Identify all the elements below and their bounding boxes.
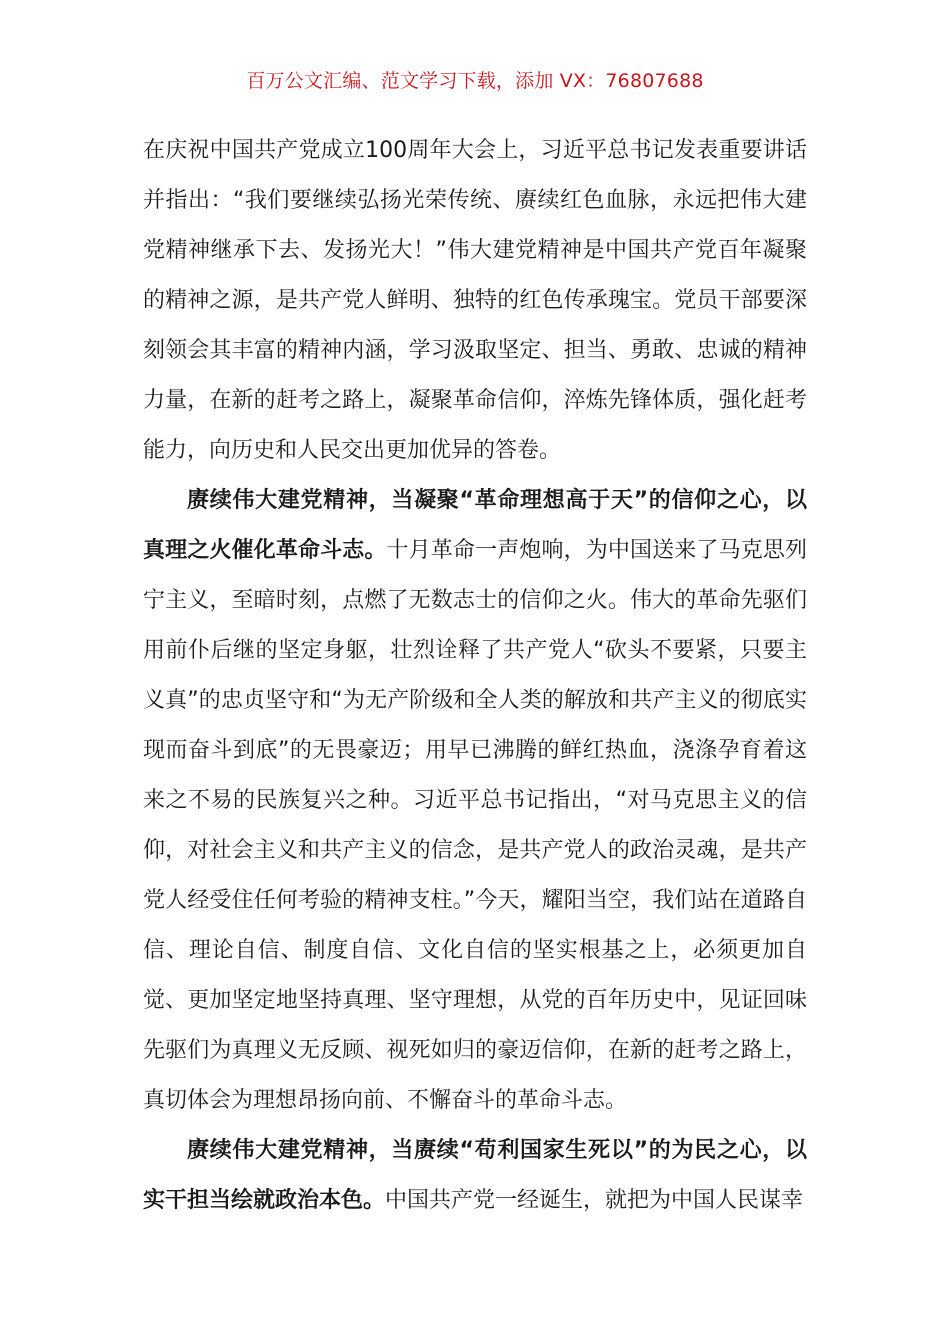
paragraph-section-1 <box>143 476 807 1126</box>
paragraph-section-2 <box>143 1126 807 1226</box>
section-1-heading: 赓续伟大建党精神，当凝聚“革命理想高于天”的信仰之心，以真理之火催化革命斗志。 <box>143 488 807 563</box>
section-1-text: 十月革命一声炮响，为中国送来了马克思列宁主义，至暗时刻，点燃了无数志士的信仰之火。伟大的革命先驱们用前仆后继的坚定身躯，壮烈诠释了共产党人“砍头不要紧，只要主义真”的忠贞坚守和“为无产阶级和全人类的解放和共产主义的彻底实现而奋斗到底”的无畏豪迈；用早已沸腾的鲜红热血，浇涤孕育着这来之不易的民族复兴之种。习近平总书记指出，“对马克思主义的信仰，对社会主义和共产主义的信念，是共产党人的政治灵魂，是共产党人经受住任何考验的精神支柱。”今天，耀阳当空，我们站在道路自信、理论自信、制度自信、文化自信的坚实根基之上，必须更加自觉、更加坚定地坚持真理、坚守理想，从党的百年历史中，见证回味先驱们为真理义无反顾、视死如归的豪迈信仰，在新的赶考之路上，真切体会为理想昂扬向前、不懈奋斗的革命斗志。 <box>143 538 807 1113</box>
paragraph-intro <box>143 126 807 476</box>
paragraph-intro-text: 在庆祝中国共产党成立100周年大会上，习近平总书记发表重要讲话并指出：“我们要继续弘扬光荣传统、赓续红色血脉，永远把伟大建党精神继承下去、发扬光大！”伟大建党精神是中国共产党百年凝聚的精神之源，是共产党人鲜明、独特的红色传承瑰宝。党员干部要深刻领会其丰富的精神内涵，学习汲取坚定、担当、勇敢、忠诚的精神力量，在新的赶考之路上，凝聚革命信仰，淬炼先锋体质，强化赶考能力，向历史和人民交出更加优异的答卷。 <box>143 138 807 463</box>
section-2-text: 中国共产党一经诞生，就把为中国人民谋幸 <box>385 1188 804 1213</box>
watermark-header: 百万公文汇编、范文学习下载，添加 VX：76807688 <box>246 70 704 92</box>
section-2-heading: 赓续伟大建党精神，当赓续“苟利国家生死以”的为民之心，以实干担当绘就政治本色。 <box>143 1138 807 1213</box>
document-body <box>143 126 807 1226</box>
